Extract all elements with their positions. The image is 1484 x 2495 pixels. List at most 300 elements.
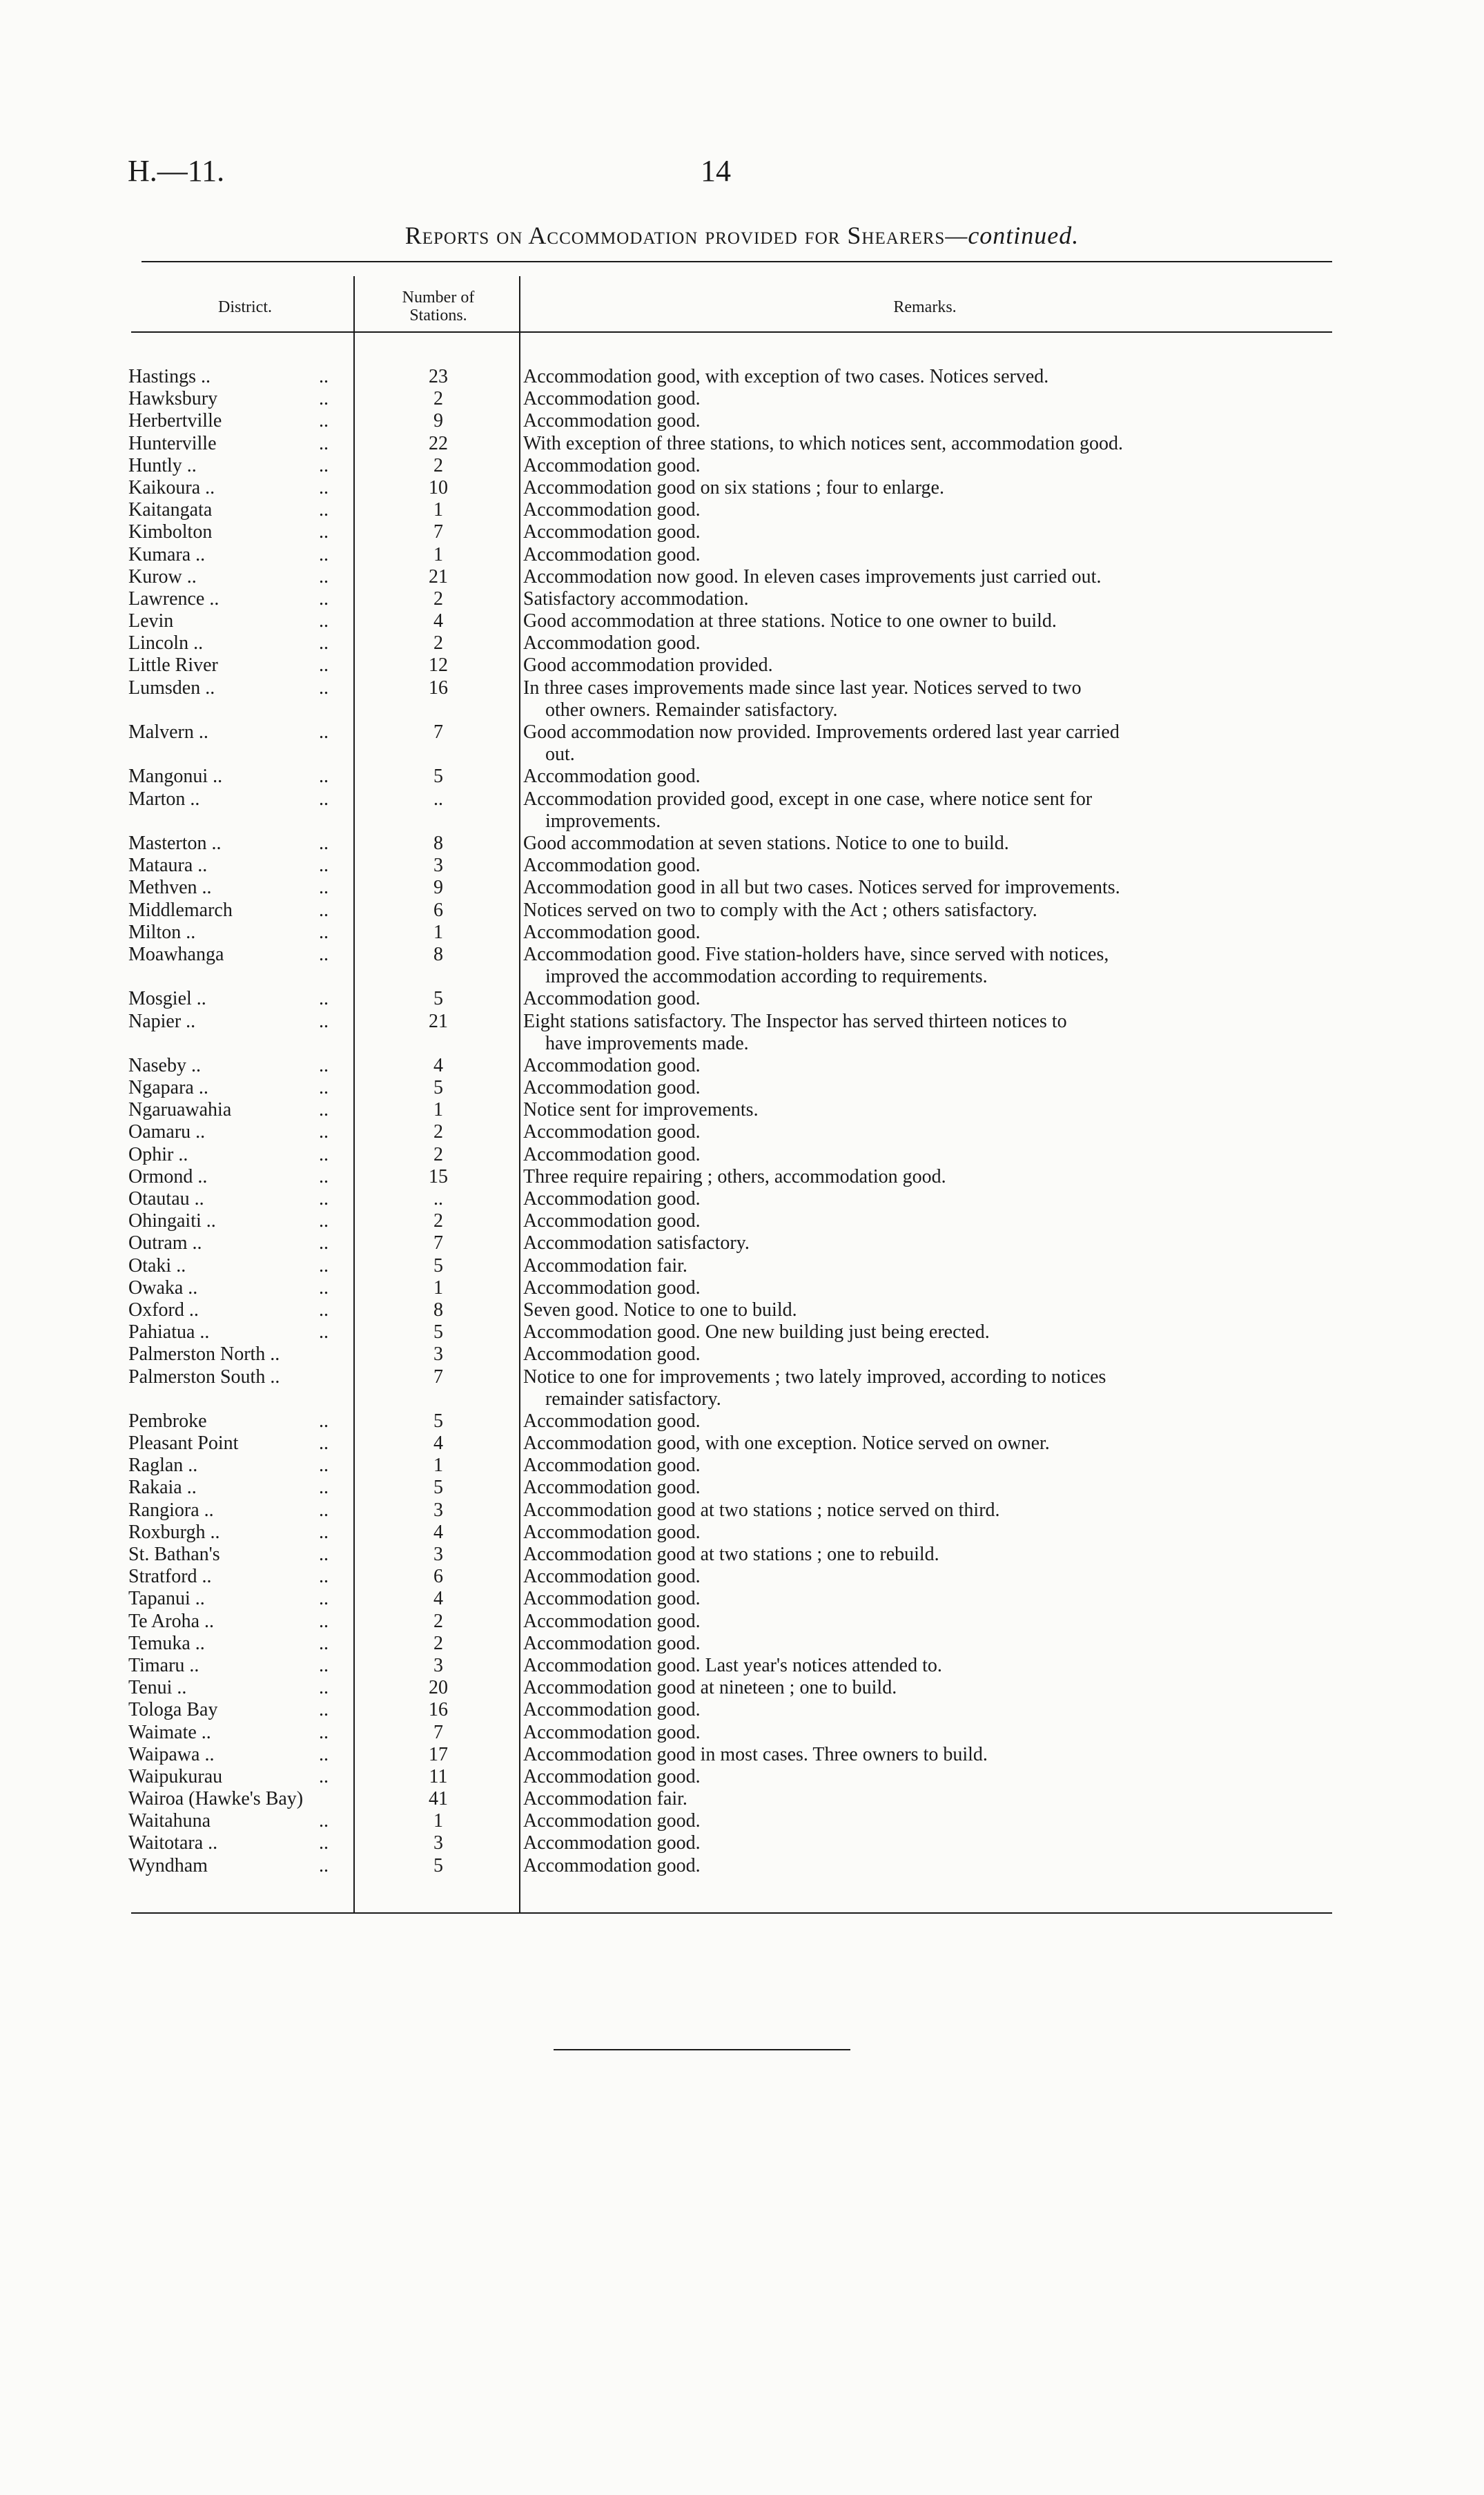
remarks-text: Three require repairing ; others, accommodation good. — [523, 1165, 946, 1187]
station-count: 2 — [433, 588, 443, 610]
remarks-cell — [523, 1788, 1324, 1810]
table-row — [0, 654, 1484, 677]
leader-dots: .. — [319, 721, 329, 744]
remarks-cell — [523, 1655, 1324, 1677]
table-row — [0, 566, 1484, 588]
leader-dots: .. — [319, 476, 329, 498]
leader-dots: .. — [319, 1810, 329, 1832]
remarks-cell — [523, 654, 1324, 677]
remarks-cell — [523, 1210, 1324, 1232]
remarks-continuation: remainder satisfactory. — [545, 1388, 721, 1410]
remarks-text: Accommodation provided good, except in one case, where notice sent for — [523, 788, 1093, 810]
remarks-cell — [523, 632, 1324, 654]
remarks-text: Accommodation satisfactory. — [523, 1232, 750, 1254]
remarks-cell — [523, 410, 1324, 432]
remarks-cell — [523, 1255, 1324, 1277]
leader-dots: .. — [319, 1566, 329, 1588]
district-name: Palmerston South .. — [128, 1366, 280, 1388]
remarks-cell — [523, 1588, 1324, 1610]
district-name: Mosgiel .. — [128, 988, 206, 1010]
table-row — [0, 1477, 1484, 1499]
station-count: 7 — [433, 721, 443, 744]
district-name: Hawksbury — [128, 388, 218, 410]
leader-dots: .. — [319, 877, 329, 899]
district-name: Rangiora .. — [128, 1499, 214, 1521]
remarks-cell — [523, 433, 1324, 455]
table-body — [0, 366, 1484, 1877]
remarks-text: Accommodation good, with one exception. Notice served on owner. — [523, 1433, 1050, 1455]
district-name: Pembroke — [128, 1410, 207, 1432]
table-row — [0, 877, 1484, 899]
table-row — [0, 1855, 1484, 1877]
station-count: 1 — [433, 1455, 443, 1477]
table-row — [0, 788, 1484, 833]
leader-dots: .. — [319, 366, 329, 387]
table-row — [0, 410, 1484, 432]
table-row — [0, 521, 1484, 543]
table-row — [0, 944, 1484, 988]
table-row — [0, 1433, 1484, 1455]
remarks-cell — [523, 1522, 1324, 1544]
remarks-cell — [523, 1321, 1324, 1343]
table-row — [0, 1633, 1484, 1655]
leader-dots: .. — [319, 921, 329, 943]
leader-dots: .. — [319, 1410, 329, 1432]
remarks-cell — [523, 366, 1324, 388]
table-row — [0, 1077, 1484, 1099]
table-row — [0, 1699, 1484, 1721]
remarks-text: Accommodation good. — [523, 410, 701, 432]
remarks-cell — [523, 833, 1324, 855]
district-name: Huntly .. — [128, 454, 197, 476]
district-name: Otautau .. — [128, 1188, 204, 1210]
district-name: Mataura .. — [128, 855, 208, 877]
leader-dots: .. — [319, 855, 329, 877]
district-name: Levin — [128, 610, 174, 632]
remarks-text: Accommodation good. — [523, 1632, 701, 1654]
station-count: 41 — [429, 1788, 448, 1810]
remarks-text: Accommodation good. — [523, 1121, 701, 1143]
station-count: .. — [433, 788, 443, 810]
station-count: 4 — [433, 1588, 443, 1610]
district-name: Ormond .. — [128, 1165, 208, 1187]
remarks-text: Accommodation good. — [523, 454, 701, 476]
station-count: 3 — [433, 855, 443, 877]
leader-dots: .. — [319, 899, 329, 921]
document-reference: H.—11. — [128, 154, 225, 188]
remarks-text: Eight stations satisfactory. The Inspector has served thirteen notices to — [523, 1010, 1067, 1032]
station-count: 7 — [433, 1232, 443, 1254]
station-count: 2 — [433, 454, 443, 476]
remarks-cell — [523, 499, 1324, 521]
district-name: Moawhanga — [128, 943, 224, 965]
station-count: 1 — [433, 499, 443, 521]
table-row — [0, 1788, 1484, 1810]
station-count: 21 — [429, 1010, 448, 1032]
station-count: 10 — [429, 476, 448, 498]
remarks-cell — [523, 988, 1324, 1010]
remarks-text: Accommodation good. — [523, 1810, 701, 1832]
district-name: Kimbolton — [128, 521, 213, 543]
district-name: Oamaru .. — [128, 1121, 206, 1143]
station-count: 1 — [433, 1099, 443, 1121]
station-count: 6 — [433, 1566, 443, 1588]
remarks-cell — [523, 1343, 1324, 1366]
remarks-text: Accommodation good. — [523, 1143, 701, 1165]
remarks-text: Accommodation good. — [523, 1188, 701, 1210]
remarks-cell — [523, 1855, 1324, 1877]
remarks-text: Accommodation good. — [523, 1854, 701, 1876]
station-count: 5 — [433, 1477, 443, 1499]
remarks-text: Accommodation good on six stations ; four to enlarge. — [523, 476, 944, 498]
district-name: Napier .. — [128, 1010, 196, 1032]
leader-dots: .. — [319, 1521, 329, 1543]
district-name: Hunterville — [128, 432, 217, 454]
station-count: 2 — [433, 1121, 443, 1143]
district-name: Little River — [128, 654, 218, 677]
station-count: 15 — [429, 1165, 448, 1187]
column-header-district: District. — [218, 298, 272, 316]
remarks-cell — [523, 1544, 1324, 1566]
district-name: Palmerston North .. — [128, 1343, 280, 1366]
remarks-cell — [523, 1677, 1324, 1699]
table-row — [0, 1522, 1484, 1544]
station-count: .. — [433, 1188, 443, 1210]
station-count: 11 — [429, 1765, 448, 1787]
leader-dots: .. — [319, 632, 329, 654]
remarks-cell — [523, 944, 1324, 988]
district-name: Otaki .. — [128, 1254, 186, 1276]
district-name: Temuka .. — [128, 1632, 205, 1654]
table-top-rule — [141, 261, 1332, 262]
table-row — [0, 433, 1484, 455]
district-name: Kurow .. — [128, 565, 197, 588]
district-name: Marton .. — [128, 788, 200, 810]
remarks-text: Accommodation good. — [523, 1477, 701, 1499]
district-name: Masterton .. — [128, 832, 222, 854]
column-header-number-line2: Stations. — [409, 307, 467, 324]
table-row — [0, 632, 1484, 654]
leader-dots: .. — [319, 499, 329, 521]
station-count: 4 — [433, 1521, 443, 1543]
station-count: 5 — [433, 988, 443, 1010]
title-main: Reports on Accommodation provided for Shearers — [404, 222, 946, 249]
remarks-continuation: other owners. Remainder satisfactory. — [545, 699, 838, 721]
remarks-text: Accommodation good at two stations ; one to rebuild. — [523, 1544, 939, 1566]
remarks-continuation: out. — [545, 744, 575, 766]
district-name: Mangonui .. — [128, 766, 223, 788]
remarks-cell — [523, 1232, 1324, 1254]
table-row — [0, 1055, 1484, 1077]
district-name: Wairoa (Hawke's Bay) — [128, 1788, 304, 1810]
leader-dots: .. — [319, 677, 329, 699]
remarks-cell — [523, 1722, 1324, 1744]
table-row — [0, 677, 1484, 721]
table-row — [0, 766, 1484, 788]
station-count: 4 — [433, 610, 443, 632]
district-name: Waipawa .. — [128, 1743, 215, 1765]
leader-dots: .. — [319, 1743, 329, 1765]
remarks-cell — [523, 1611, 1324, 1633]
remarks-text: Accommodation good. — [523, 855, 701, 877]
district-name: Oxford .. — [128, 1299, 199, 1321]
remarks-text: Accommodation good. — [523, 1832, 701, 1854]
remarks-continuation: have improvements made. — [545, 1032, 749, 1054]
table-row — [0, 1677, 1484, 1699]
table-row — [0, 1544, 1484, 1566]
leader-dots: .. — [319, 1077, 329, 1099]
table-row — [0, 1588, 1484, 1610]
station-count: 3 — [433, 1832, 443, 1854]
remarks-text: Accommodation now good. In eleven cases improvements just carried out. — [523, 565, 1102, 588]
district-name: Lawrence .. — [128, 588, 219, 610]
remarks-cell — [523, 1121, 1324, 1143]
table-row — [0, 1277, 1484, 1299]
leader-dots: .. — [319, 1544, 329, 1566]
leader-dots: .. — [319, 1143, 329, 1165]
remarks-cell — [523, 788, 1324, 833]
table-row — [0, 855, 1484, 877]
remarks-cell — [523, 1366, 1324, 1410]
station-count: 7 — [433, 1366, 443, 1388]
leader-dots: .. — [319, 1121, 329, 1143]
remarks-text: Accommodation good. — [523, 1699, 701, 1721]
remarks-continuation: improvements. — [545, 810, 661, 832]
district-name: Waitotara .. — [128, 1832, 218, 1854]
table-row — [0, 1099, 1484, 1121]
table-row — [0, 366, 1484, 388]
table-row — [0, 1499, 1484, 1522]
station-count: 1 — [433, 921, 443, 943]
leader-dots: .. — [319, 521, 329, 543]
table-row — [0, 1810, 1484, 1832]
table-row — [0, 988, 1484, 1010]
table-row — [0, 900, 1484, 922]
remarks-cell — [523, 1188, 1324, 1210]
table-row — [0, 1744, 1484, 1766]
remarks-text: Notices served on two to comply with the Act ; others satisfactory. — [523, 899, 1037, 921]
leader-dots: .. — [319, 432, 329, 454]
station-count: 12 — [429, 654, 448, 677]
header-bottom-rule — [131, 331, 1332, 333]
station-count: 5 — [433, 1410, 443, 1432]
remarks-cell — [523, 1744, 1324, 1766]
column-header-remarks: Remarks. — [893, 298, 957, 316]
district-name: Hastings .. — [128, 366, 211, 387]
table-row — [0, 1232, 1484, 1254]
leader-dots: .. — [319, 388, 329, 410]
table-row — [0, 1455, 1484, 1477]
leader-dots: .. — [319, 543, 329, 565]
remarks-cell — [523, 1633, 1324, 1655]
leader-dots: .. — [319, 1321, 329, 1343]
district-name: Raglan .. — [128, 1455, 198, 1477]
district-name: St. Bathan's — [128, 1544, 220, 1566]
remarks-cell — [523, 1099, 1324, 1121]
leader-dots: .. — [319, 1433, 329, 1455]
station-count: 17 — [429, 1743, 448, 1765]
table-row — [0, 922, 1484, 944]
remarks-text: Accommodation good in most cases. Three owners to build. — [523, 1743, 988, 1765]
column-header-number-line1: Number of — [402, 289, 475, 307]
district-name: Ngaruawahia — [128, 1099, 232, 1121]
table-row — [0, 1166, 1484, 1188]
table-row — [0, 610, 1484, 632]
table-row — [0, 1144, 1484, 1166]
station-count: 1 — [433, 543, 443, 565]
remarks-text: Accommodation good. — [523, 1054, 701, 1076]
district-name: Kaikoura .. — [128, 476, 215, 498]
station-count: 16 — [429, 1699, 448, 1721]
table-bottom-rule — [131, 1912, 1332, 1914]
remarks-cell — [523, 1077, 1324, 1099]
district-name: Kumara .. — [128, 543, 206, 565]
station-count: 1 — [433, 1276, 443, 1299]
station-count: 2 — [433, 1632, 443, 1654]
remarks-cell — [523, 566, 1324, 588]
remarks-text: Accommodation good. Five station-holders have, since served with notices, — [523, 943, 1109, 965]
district-name: Rakaia .. — [128, 1477, 197, 1499]
remarks-cell — [523, 588, 1324, 610]
leader-dots: .. — [319, 1632, 329, 1654]
remarks-text: Satisfactory accommodation. — [523, 588, 749, 610]
table-row — [0, 1410, 1484, 1433]
leader-dots: .. — [319, 988, 329, 1010]
station-count: 5 — [433, 1254, 443, 1276]
remarks-cell — [523, 677, 1324, 721]
remarks-cell — [523, 1011, 1324, 1055]
leader-dots: .. — [319, 565, 329, 588]
remarks-text: Accommodation good. — [523, 1765, 701, 1787]
station-count: 6 — [433, 899, 443, 921]
leader-dots: .. — [319, 410, 329, 432]
station-count: 2 — [433, 1143, 443, 1165]
remarks-text: Accommodation good in all but two cases. Notices served for improvements. — [523, 877, 1120, 899]
station-count: 2 — [433, 1210, 443, 1232]
station-count: 22 — [429, 432, 448, 454]
leader-dots: .. — [319, 1232, 329, 1254]
table-row — [0, 1210, 1484, 1232]
station-count: 9 — [433, 877, 443, 899]
remarks-text: Accommodation good. — [523, 921, 701, 943]
table-row — [0, 1766, 1484, 1788]
remarks-text: Accommodation fair. — [523, 1254, 687, 1276]
leader-dots: .. — [319, 1854, 329, 1876]
station-count: 8 — [433, 832, 443, 854]
station-count: 3 — [433, 1499, 443, 1521]
station-count: 23 — [429, 366, 448, 387]
district-name: Outram .. — [128, 1232, 202, 1254]
remarks-cell — [523, 1055, 1324, 1077]
table-row — [0, 721, 1484, 766]
remarks-text: Accommodation good. — [523, 1721, 701, 1743]
district-name: Tenui .. — [128, 1677, 187, 1699]
remarks-cell — [523, 1277, 1324, 1299]
remarks-text: Accommodation good. — [523, 1521, 701, 1543]
remarks-text: Good accommodation provided. — [523, 654, 773, 677]
remarks-text: Good accommodation at three stations. Notice to one owner to build. — [523, 610, 1057, 632]
remarks-text: Accommodation good. — [523, 521, 701, 543]
remarks-text: Accommodation good. — [523, 1588, 701, 1610]
district-name: Lincoln .. — [128, 632, 204, 654]
district-name: Methven .. — [128, 877, 212, 899]
remarks-text: Accommodation good. — [523, 543, 701, 565]
remarks-text: Accommodation good. — [523, 1610, 701, 1632]
title-suffix: —continued. — [945, 222, 1080, 249]
leader-dots: .. — [319, 1699, 329, 1721]
table-row — [0, 1722, 1484, 1744]
table-row — [0, 1655, 1484, 1677]
remarks-text: Accommodation good. — [523, 766, 701, 788]
remarks-cell — [523, 610, 1324, 632]
district-name: Lumsden .. — [128, 677, 215, 699]
district-name: Waimate .. — [128, 1721, 211, 1743]
leader-dots: .. — [319, 1654, 329, 1676]
table-row — [0, 1188, 1484, 1210]
station-count: 3 — [433, 1654, 443, 1676]
station-count: 8 — [433, 1299, 443, 1321]
table-row — [0, 388, 1484, 410]
remarks-cell — [523, 766, 1324, 788]
remarks-cell — [523, 455, 1324, 477]
remarks-cell — [523, 477, 1324, 499]
remarks-text: Accommodation good. — [523, 499, 701, 521]
remarks-cell — [523, 1566, 1324, 1588]
station-count: 3 — [433, 1544, 443, 1566]
remarks-cell — [523, 1144, 1324, 1166]
leader-dots: .. — [319, 1010, 329, 1032]
station-count: 21 — [429, 565, 448, 588]
table-row — [0, 1255, 1484, 1277]
leader-dots: .. — [319, 1477, 329, 1499]
remarks-cell — [523, 1477, 1324, 1499]
remarks-cell — [523, 1166, 1324, 1188]
station-count: 2 — [433, 1610, 443, 1632]
leader-dots: .. — [319, 766, 329, 788]
table-row — [0, 1832, 1484, 1854]
district-name: Owaka .. — [128, 1276, 198, 1299]
remarks-text: Accommodation good at nineteen ; one to build. — [523, 1677, 897, 1699]
leader-dots: .. — [319, 1299, 329, 1321]
remarks-text: Accommodation good. — [523, 1566, 701, 1588]
leader-dots: .. — [319, 832, 329, 854]
remarks-text: Accommodation good. — [523, 1276, 701, 1299]
leader-dots: .. — [319, 1054, 329, 1076]
station-count: 5 — [433, 1077, 443, 1099]
district-name: Timaru .. — [128, 1654, 199, 1676]
remarks-continuation: improved the accommodation according to requirements. — [545, 965, 988, 987]
leader-dots: .. — [319, 1832, 329, 1854]
footer-rule — [554, 2049, 850, 2050]
station-count: 20 — [429, 1677, 448, 1699]
table-row — [0, 544, 1484, 566]
remarks-text: Accommodation good. — [523, 1210, 701, 1232]
remarks-cell — [523, 1699, 1324, 1721]
remarks-cell — [523, 922, 1324, 944]
remarks-text: Notice to one for improvements ; two lately improved, according to notices — [523, 1366, 1106, 1388]
remarks-cell — [523, 1766, 1324, 1788]
district-name: Waipukurau — [128, 1765, 223, 1787]
table-row — [0, 1011, 1484, 1055]
district-name: Kaitangata — [128, 499, 213, 521]
district-name: Pleasant Point — [128, 1433, 239, 1455]
table-row — [0, 455, 1484, 477]
leader-dots: .. — [319, 1188, 329, 1210]
leader-dots: .. — [319, 654, 329, 677]
page-number: 14 — [701, 154, 731, 188]
table-row — [0, 1366, 1484, 1410]
remarks-text: Accommodation good. — [523, 988, 701, 1010]
